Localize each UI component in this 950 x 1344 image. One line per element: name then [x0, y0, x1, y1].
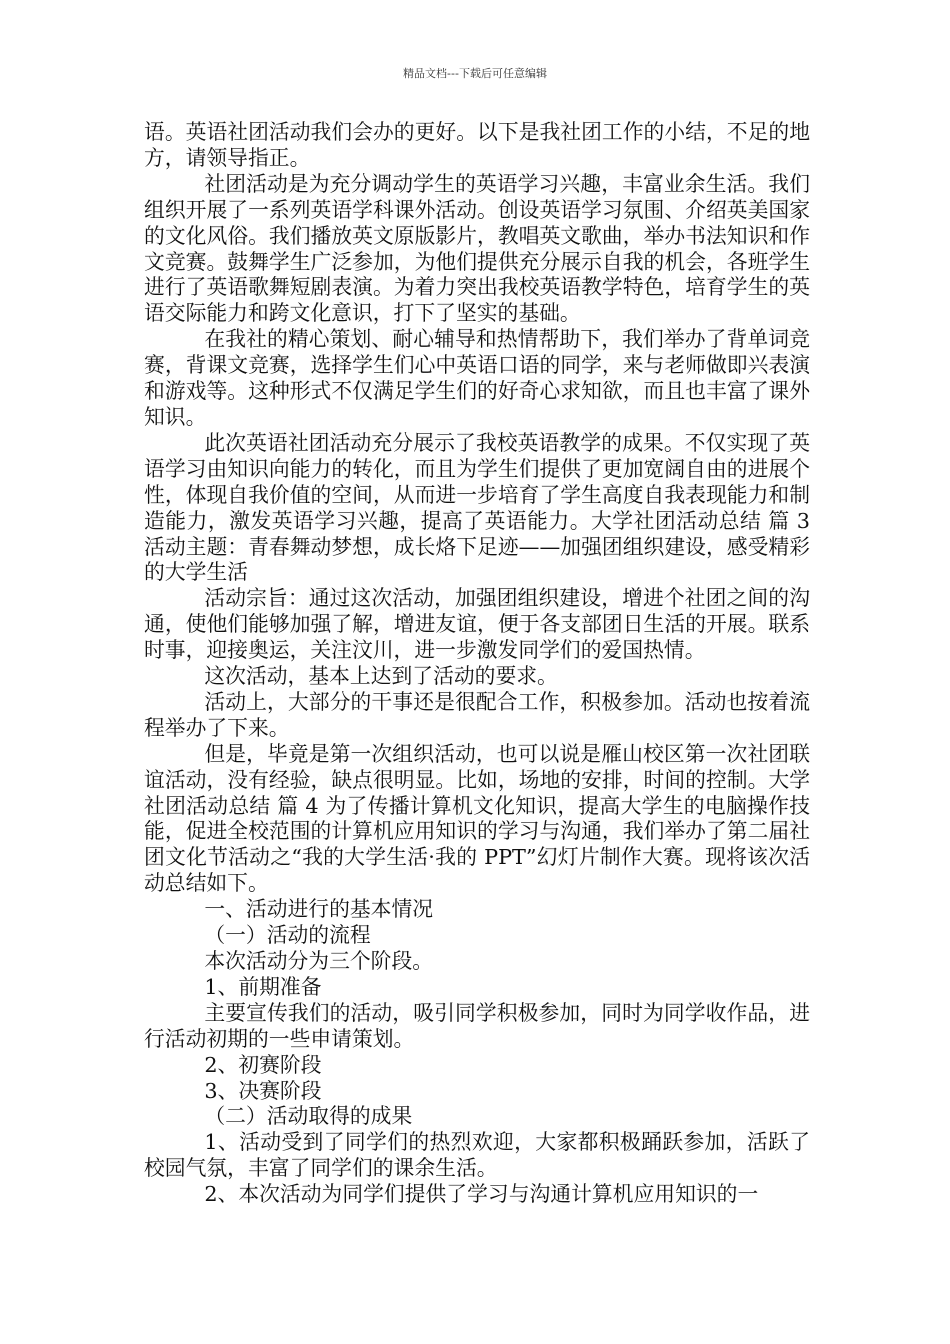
paragraph-4: 此次英语社团活动充分展示了我校英语教学的成果。不仅实现了英语学习由知识向能力的转化，而且为学生们提供了更加宽阔自由的进展个性，体现自我价值的空间，从而进一步培育了学生高度自我表现能力和制造能力，激发英语学习兴趣，提高了英语能力。大学社团活动总结 篇 3 活动主题：青春舞动梦想，成长烙下足迹——加强团组织建设，感受精彩的大学生活	[144, 430, 810, 585]
paragraph-7: 活动上，大部分的干事还是很配合工作，积极参加。活动也按着流程举办了下来。	[144, 689, 810, 740]
paragraph-9: 本次活动分为三个阶段。	[204, 949, 434, 973]
paragraph-5: 活动宗旨：通过这次活动，加强团组织建设，增进个社团之间的沟通，使他们能够加强了解，增进友谊，便于各支部团日生活的开展。联系时事，迎接奥运，关注汶川，进一步激发同学们的爱国热情。	[144, 586, 810, 663]
list-item-1: 1、前期准备	[204, 974, 322, 999]
paragraph-6: 这次活动，基本上达到了活动的要求。	[204, 664, 558, 689]
list-item-3: 3、决赛阶段	[204, 1078, 322, 1103]
paragraph-2: 社团活动是为充分调动学生的英语学习兴趣，丰富业余生活。我们组织开展了一系列英语学科课外活动。创设英语学习氛围、介绍英美国家的文化风俗。我们播放英文原版影片，教唱英文歌曲，举办书法知识和作文竞赛。鼓舞学生广泛参加，为他们提供充分展示自我的机会，各班学生进行了英语歌舞短剧表演。为着力突出我校英语教学特色，培育学生的英语交际能力和跨文化意识，打下了坚实的基础。	[144, 171, 810, 326]
paragraph-3: 在我社的精心策划、耐心辅导和热情帮助下，我们举办了背单词竞赛，背课文竞赛，选择学生们心中英语口语的同学，来与老师做即兴表演和游戏等。这种形式不仅满足学生们的好奇心求知欲，而且也丰富了课外知识。	[144, 327, 810, 429]
paragraph-11: 1、活动受到了同学们的热烈欢迎，大家都积极踊跃参加，活跃了校园气氛，丰富了同学们的课余生活。	[144, 1130, 810, 1181]
subsection-heading-2: （二）活动取得的成果	[204, 1104, 413, 1129]
section-heading-1: 一、活动进行的基本情况	[204, 897, 434, 922]
page-header: 精品文档---下载后可任意编辑	[403, 67, 547, 80]
subsection-heading-1: （一）活动的流程	[204, 923, 371, 948]
paragraph-12: 2、本次活动为同学们提供了学习与沟通计算机应用知识的一	[204, 1182, 759, 1207]
paragraph-1: 语。英语社团活动我们会办的更好。以下是我社团工作的小结，不足的地方，请领导指正。	[144, 120, 810, 170]
document-body	[144, 120, 810, 1208]
list-item-2: 2、初赛阶段	[204, 1052, 322, 1077]
paragraph-10: 主要宣传我们的活动，吸引同学积极参加，同时为同学收作品，进行活动初期的一些申请策划。	[144, 1000, 810, 1051]
paragraph-8: 但是，毕竟是第一次组织活动，也可以说是雁山校区第一次社团联谊活动，没有经验，缺点很明显。比如，场地的安排，时间的控制。大学社团活动总结 篇 4 为了传播计算机文化知识，提高大学生的电脑操作技能，促进全校范围的计算机应用知识的学习与沟通，我们举办了第二届社团文化节活动之“我的大学生活·我的 PPT”幻灯片制作大赛。现将该次活动总结如下。	[144, 741, 810, 896]
